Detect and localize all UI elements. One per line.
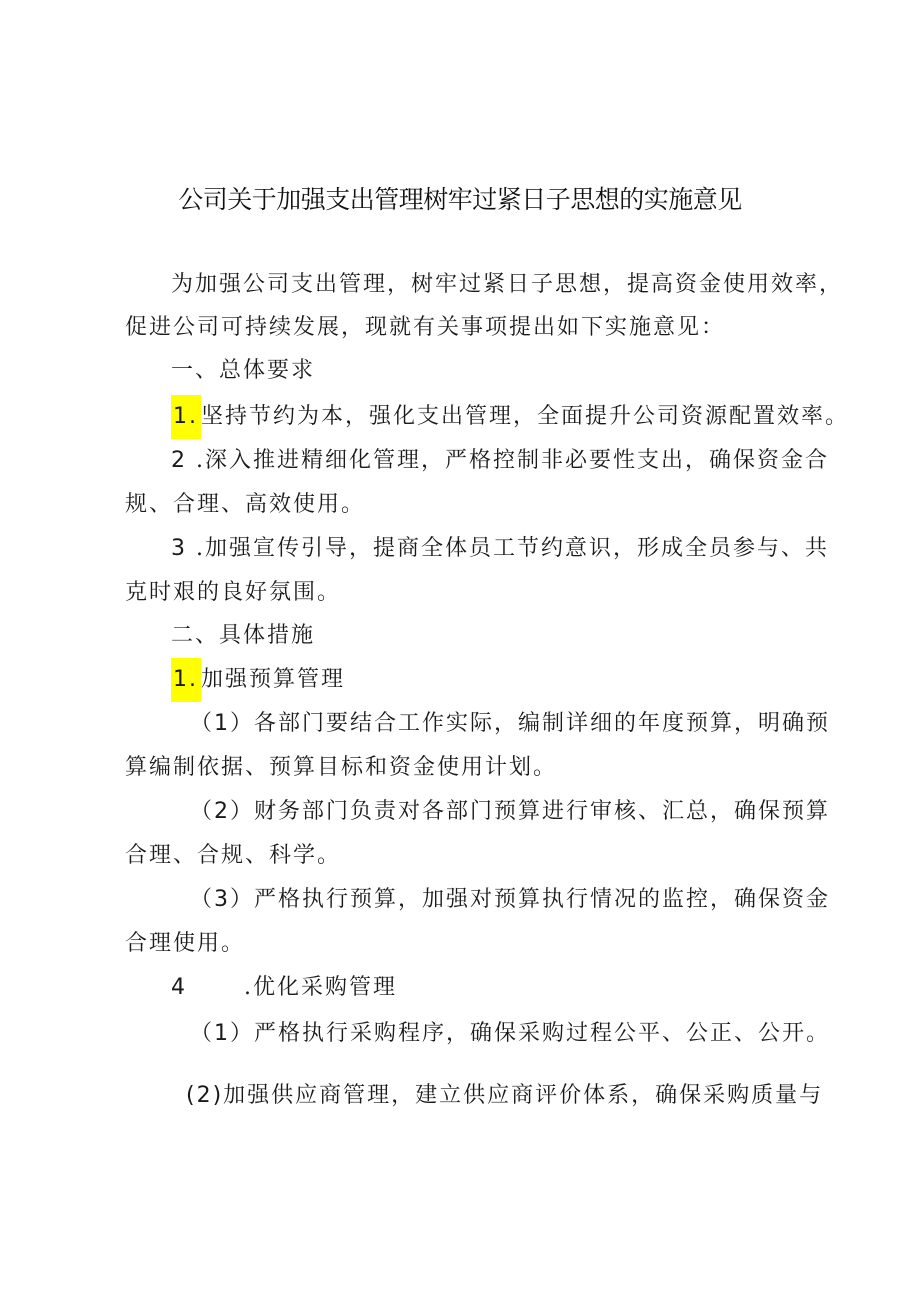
sub-item-number: （1） [190,711,254,736]
sub-item-text: 严格执行采购程序，确保采购过程公平、公正、公开。 [254,1021,831,1046]
sub-item-text: 财务部门负责对各部门预算进行审核、汇总，确保预算 [254,799,831,824]
sub-item [186,1082,823,1110]
sub-item-number: （3） [190,887,254,912]
list-item [171,974,397,1002]
highlighted-item-number: 1. [171,395,201,439]
list-item-continuation: 规、合理、高效使用。 [125,492,366,517]
sub-item-continuation: 合理、合规、科学。 [125,843,342,868]
highlighted-item-number: 1. [171,658,201,702]
list-item [171,447,829,475]
section-heading-general: 一、总体要求 [171,358,316,383]
intro-line-2: 促进公司可持续发展，现就有关事项提出如下实施意见： [125,315,726,340]
list-item-text: .优化采购管理 [244,975,397,1000]
list-item-text: 坚持节约为本，强化支出管理，全面提升公司资源配置效率。 [201,404,850,429]
item-number: 2 [171,448,187,473]
sub-item [190,1020,830,1048]
intro-line-1: 为加强公司支出管理，树牢过紧日子思想，提高资金使用效率， [171,272,844,297]
sub-item [190,886,830,914]
sub-item-text: 加强供应商管理，建立供应商评价体系，确保采购质量与 [223,1083,824,1108]
sub-item [190,710,830,738]
list-item-continuation: 克时艰的良好氛围。 [125,580,342,605]
sub-item-continuation: 算编制依据、预算目标和资金使用计划。 [125,755,558,780]
list-item [171,666,345,702]
item-number: 3 [171,536,187,561]
sub-item-number: （2） [190,799,254,824]
list-item-text: 加强预算管理 [201,667,346,692]
sub-item-text: 严格执行预算，加强对预算执行情况的监控，确保资金 [254,887,831,912]
item-number: 4 [171,975,187,1000]
list-item-text: .加强宣传引导，提商全体员工节约意识，形成全员参与、共 [196,536,829,561]
section-heading-measures: 二、具体措施 [171,623,316,648]
list-item [171,535,829,563]
sub-item [190,798,830,826]
sub-item-text: 各部门要结合工作实际，编制详细的年度预算，明确预 [254,711,831,736]
list-item [171,403,849,439]
document-title: 公司关于加强支出管理树牢过紧日子思想的实施意见 [178,185,742,214]
sub-item-number: (2) [186,1083,224,1108]
sub-item-continuation: 合理使用。 [125,931,246,956]
list-item-text: .深入推进精细化管理，严格控制非必要性支出，确保资金合 [196,448,829,473]
sub-item-number: （1） [190,1021,254,1046]
